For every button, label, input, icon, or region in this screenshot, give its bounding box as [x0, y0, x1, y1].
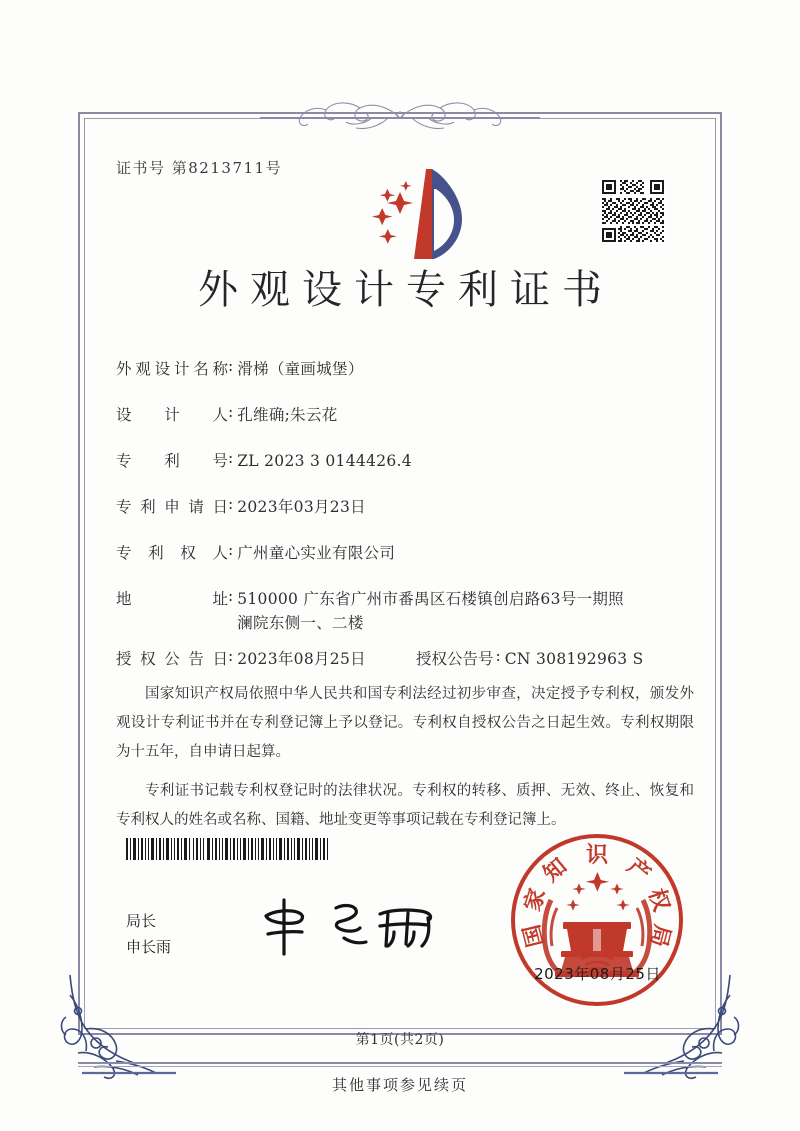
svg-text:识: 识: [585, 842, 609, 868]
field-colon: :: [228, 357, 234, 375]
certificate-barcode: [126, 838, 330, 860]
seal-date: 2023年08月25日: [534, 965, 661, 983]
field-value-address: 510000 广东省广州市番禺区石楼镇创启路63号一期照澜院东侧一、二楼: [237, 590, 624, 633]
page-title: 外观设计专利证书: [198, 267, 614, 313]
field-row-designer: [116, 403, 690, 427]
legal-paragraph-2: 专利证书记载专利权登记时的法律状况。专利权的转移、质押、无效、终止、恢复和专利权人的姓名或名称、国籍、地址变更等事项记载在专利登记簿上。: [116, 783, 694, 828]
field-value-design-name: 滑梯（童画城堡）: [237, 360, 364, 378]
field-colon: :: [495, 647, 501, 666]
verification-qr-code: [600, 178, 666, 244]
legal-text: [116, 680, 694, 845]
field-value-announcement-number: CN 308192963 S: [504, 650, 644, 669]
field-row-address: [116, 587, 690, 635]
field-label-application-date: 专 利 申 请 日: [116, 498, 228, 517]
director-name: 申长雨: [126, 938, 172, 957]
field-label-announcement-date: 授 权 公 告 日: [116, 650, 228, 669]
page-indicator: 第1页(共2页): [355, 1032, 445, 1048]
field-row-patentee: [116, 541, 690, 565]
svg-text:国: 国: [518, 921, 550, 950]
svg-text:局: 局: [644, 921, 676, 950]
field-colon: :: [228, 587, 234, 606]
official-seal: [505, 828, 690, 1013]
director-role: 局长: [126, 912, 157, 930]
field-label-design-name: 外 观 设 计 名 称: [116, 360, 228, 378]
cnipa-logo: [352, 163, 480, 265]
field-row-announcement: [116, 647, 690, 671]
certificate-fields: [116, 357, 690, 671]
field-label-announcement-number: 授权公告号: [416, 650, 494, 669]
field-value-patentee: 广州童心实业有限公司: [237, 544, 396, 563]
field-colon: :: [228, 449, 234, 468]
footer-divider: [78, 1062, 722, 1064]
field-colon: :: [228, 541, 234, 560]
field-value-designer: 孔维确;朱云花: [237, 406, 338, 425]
field-row-design-name: [116, 357, 690, 381]
field-row-application-date: [116, 495, 690, 519]
field-row-patent-number: [116, 449, 690, 473]
legal-paragraph-1: 国家知识产权局依照中华人民共和国专利法经过初步审查，决定授予专利权，颁发外观设计专利证书并在专利登记簿上予以登记。专利权自授权公告之日起生效。专利权期限为十五年，自申请日起算。: [116, 686, 694, 760]
field-label-address: 地 址: [116, 590, 228, 609]
svg-text:权: 权: [643, 885, 675, 915]
director-handwritten-signature: [248, 888, 448, 958]
field-colon: :: [228, 495, 234, 514]
field-value-announcement-date: 2023年08月25日: [237, 650, 366, 669]
svg-text:产: 产: [621, 853, 656, 888]
svg-text:家: 家: [519, 885, 551, 915]
field-colon: :: [228, 403, 234, 422]
field-colon: :: [228, 647, 234, 666]
certificate-number: 证书号 第8213711号: [116, 159, 283, 177]
field-label-patentee: 专 利 权 人: [116, 544, 228, 563]
top-flourish-ornament: [260, 88, 540, 144]
footer-note: 其他事项参见续页: [331, 1076, 468, 1094]
svg-text:知: 知: [538, 853, 573, 888]
field-label-patent-number: 专 利 号: [116, 452, 228, 471]
field-value-patent-number: ZL 2023 3 0144426.4: [237, 452, 412, 471]
field-value-application-date: 2023年03月23日: [237, 498, 366, 517]
field-label-designer: 设 计 人: [116, 406, 228, 425]
director-title-block: [126, 908, 171, 961]
